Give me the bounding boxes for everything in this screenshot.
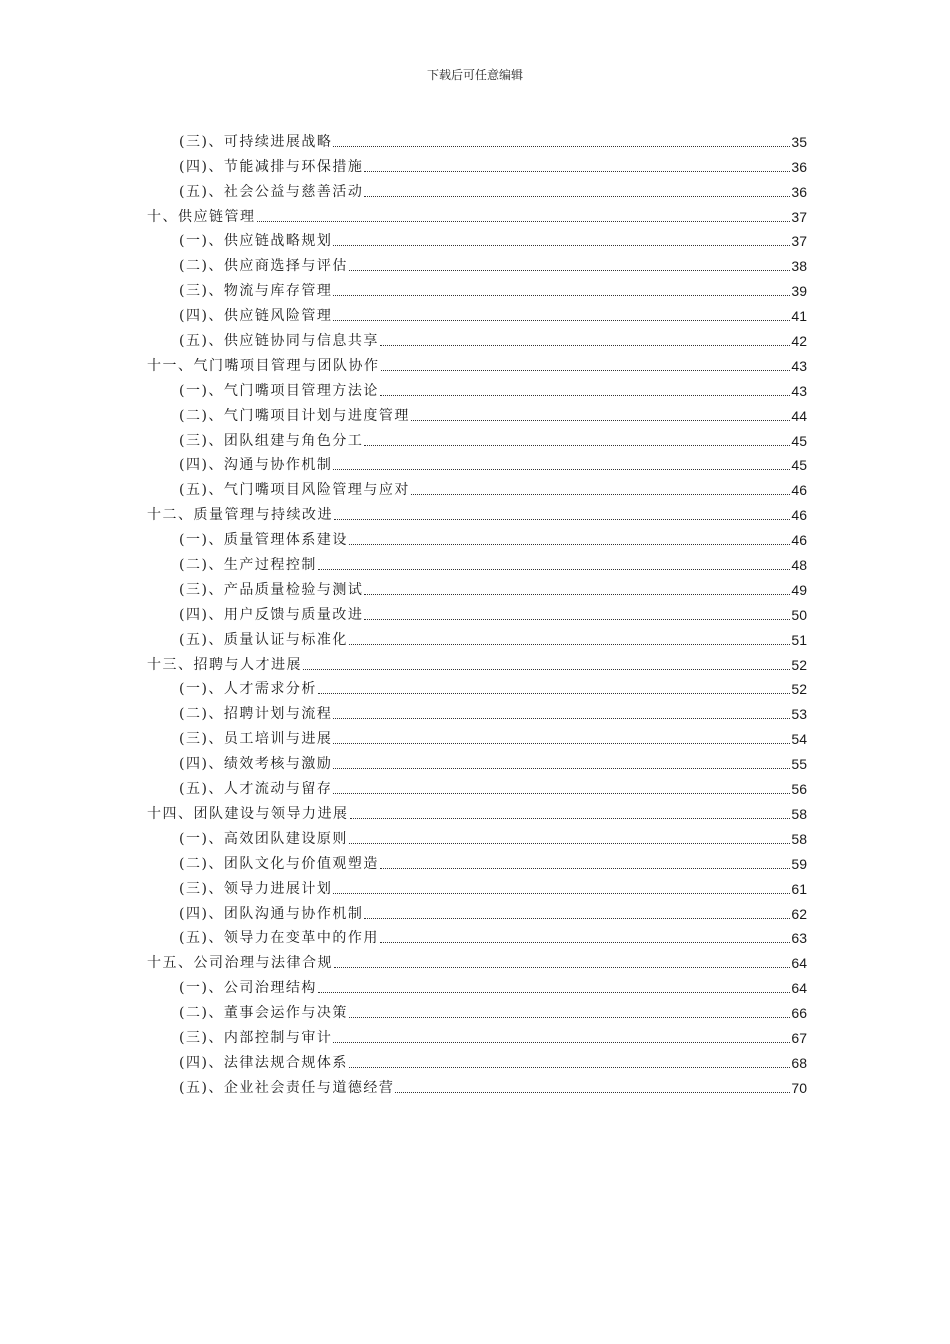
- toc-entry-label: (二)、气门嘴项目计划与进度管理: [179, 407, 410, 424]
- toc-entry[interactable]: [147, 674, 807, 699]
- toc-dot-leader: [333, 146, 790, 147]
- toc-entry-label: (三)、内部控制与审计: [179, 1029, 333, 1046]
- toc-entry[interactable]: [147, 275, 807, 300]
- toc-entry[interactable]: [147, 151, 807, 176]
- toc-entry-page-number: 52: [791, 681, 807, 698]
- toc-entry-label: (四)、法律法规合规体系: [179, 1054, 348, 1071]
- toc-entry[interactable]: [147, 350, 807, 375]
- toc-dot-leader: [349, 544, 790, 545]
- toc-entry-page-number: 36: [791, 158, 807, 175]
- toc-entry-label: (一)、质量管理体系建设: [179, 532, 348, 549]
- toc-entry-page-number: 62: [791, 905, 807, 922]
- toc-entry-page-number: 70: [791, 1079, 807, 1096]
- toc-entry-label: (四)、节能减排与环保措施: [179, 158, 364, 175]
- toc-dot-leader: [411, 420, 790, 421]
- toc-entry-label: (三)、物流与库存管理: [179, 283, 333, 300]
- toc-entry[interactable]: [147, 574, 807, 599]
- toc-entry[interactable]: [147, 300, 807, 325]
- toc-entry[interactable]: [147, 848, 807, 873]
- toc-entry[interactable]: [147, 226, 807, 251]
- toc-dot-leader: [364, 171, 790, 172]
- toc-dot-leader: [333, 893, 790, 894]
- toc-entry-page-number: 63: [791, 930, 807, 947]
- toc-dot-leader: [364, 445, 790, 446]
- toc-entry[interactable]: [147, 201, 807, 226]
- toc-entry[interactable]: [147, 176, 807, 201]
- toc-entry[interactable]: [147, 624, 807, 649]
- toc-entry-page-number: 58: [791, 805, 807, 822]
- toc-dot-leader: [333, 245, 790, 246]
- toc-entry-page-number: 35: [791, 133, 807, 150]
- toc-entry-page-number: 53: [791, 706, 807, 723]
- toc-entry[interactable]: [147, 698, 807, 723]
- toc-entry-page-number: 37: [791, 233, 807, 250]
- toc-entry-label: (五)、企业社会责任与道德经营: [179, 1079, 395, 1096]
- toc-entry-label: (四)、团队沟通与协作机制: [179, 905, 364, 922]
- toc-entry-label: (五)、气门嘴项目风险管理与应对: [179, 482, 410, 499]
- toc-dot-leader: [318, 992, 790, 993]
- toc-entry-label: (四)、供应链风险管理: [179, 308, 333, 325]
- toc-entry-page-number: 37: [791, 208, 807, 225]
- toc-entry-label: (四)、绩效考核与激励: [179, 756, 333, 773]
- toc-entry-label: 十一、气门嘴项目管理与团队协作: [147, 357, 380, 374]
- toc-entry[interactable]: [147, 499, 807, 524]
- toc-dot-leader: [334, 967, 790, 968]
- toc-entry[interactable]: [147, 599, 807, 624]
- toc-entry-label: (三)、可持续进展战略: [179, 133, 333, 150]
- toc-entry-label: (一)、人才需求分析: [179, 681, 317, 698]
- toc-dot-leader: [333, 295, 790, 296]
- toc-entry-page-number: 43: [791, 382, 807, 399]
- toc-dot-leader: [318, 569, 790, 570]
- toc-entry-page-number: 46: [791, 507, 807, 524]
- toc-dot-leader: [364, 594, 790, 595]
- toc-entry[interactable]: [147, 1072, 807, 1097]
- toc-entry-page-number: 64: [791, 955, 807, 972]
- table-of-contents: [147, 126, 807, 1097]
- toc-dot-leader: [411, 494, 790, 495]
- toc-entry[interactable]: [147, 1022, 807, 1047]
- toc-entry-label: 十二、质量管理与持续改进: [147, 507, 333, 524]
- toc-entry-label: (三)、领导力进展计划: [179, 880, 333, 897]
- toc-entry[interactable]: [147, 723, 807, 748]
- toc-entry-label: 十五、公司治理与法律合规: [147, 955, 333, 972]
- toc-dot-leader: [318, 693, 790, 694]
- toc-entry-label: 十、供应链管理: [147, 208, 256, 225]
- toc-entry-page-number: 54: [791, 731, 807, 748]
- toc-entry-page-number: 61: [791, 880, 807, 897]
- toc-entry-page-number: 41: [791, 308, 807, 325]
- toc-dot-leader: [333, 320, 790, 321]
- toc-entry-page-number: 48: [791, 557, 807, 574]
- toc-dot-leader: [334, 519, 790, 520]
- toc-dot-leader: [333, 469, 790, 470]
- toc-entry-label: (三)、员工培训与进展: [179, 731, 333, 748]
- toc-dot-leader: [333, 793, 790, 794]
- toc-entry-label: (四)、用户反馈与质量改进: [179, 606, 364, 623]
- toc-entry-label: (五)、社会公益与慈善活动: [179, 183, 364, 200]
- toc-entry-page-number: 52: [791, 656, 807, 673]
- toc-entry[interactable]: [147, 823, 807, 848]
- toc-entry[interactable]: [147, 400, 807, 425]
- toc-entry[interactable]: [147, 873, 807, 898]
- toc-dot-leader: [333, 743, 790, 744]
- toc-entry-label: (一)、公司治理结构: [179, 980, 317, 997]
- toc-entry-label: (五)、人才流动与留存: [179, 781, 333, 798]
- toc-dot-leader: [380, 868, 790, 869]
- toc-entry-label: (一)、供应链战略规划: [179, 233, 333, 250]
- toc-entry-label: (一)、高效团队建设原则: [179, 830, 348, 847]
- toc-dot-leader: [349, 1017, 790, 1018]
- toc-entry[interactable]: [147, 649, 807, 674]
- toc-entry[interactable]: [147, 997, 807, 1022]
- toc-dot-leader: [349, 843, 790, 844]
- toc-dot-leader: [350, 818, 791, 819]
- toc-entry[interactable]: [147, 126, 807, 151]
- toc-entry[interactable]: [147, 1047, 807, 1072]
- toc-entry[interactable]: [147, 898, 807, 923]
- toc-entry-page-number: 66: [791, 1005, 807, 1022]
- toc-entry[interactable]: [147, 798, 807, 823]
- toc-entry-page-number: 50: [791, 606, 807, 623]
- toc-entry-label: 十三、招聘与人才进展: [147, 656, 302, 673]
- toc-entry-label: (三)、团队组建与角色分工: [179, 432, 364, 449]
- toc-entry-label: 十四、团队建设与领导力进展: [147, 805, 349, 822]
- toc-dot-leader: [380, 942, 790, 943]
- toc-entry[interactable]: [147, 325, 807, 350]
- toc-entry-page-number: 36: [791, 183, 807, 200]
- toc-dot-leader: [257, 221, 791, 222]
- toc-entry-page-number: 43: [791, 357, 807, 374]
- toc-entry[interactable]: [147, 748, 807, 773]
- toc-entry-page-number: 55: [791, 756, 807, 773]
- toc-entry[interactable]: [147, 375, 807, 400]
- toc-dot-leader: [349, 1067, 790, 1068]
- toc-entry[interactable]: [147, 773, 807, 798]
- toc-entry-page-number: 44: [791, 407, 807, 424]
- toc-entry-page-number: 67: [791, 1029, 807, 1046]
- toc-entry-label: (五)、领导力在变革中的作用: [179, 930, 379, 947]
- toc-entry-page-number: 68: [791, 1054, 807, 1071]
- toc-entry-label: (二)、供应商选择与评估: [179, 258, 348, 275]
- toc-entry[interactable]: [147, 947, 807, 972]
- toc-dot-leader: [380, 395, 790, 396]
- toc-entry-label: (二)、生产过程控制: [179, 557, 317, 574]
- toc-entry[interactable]: [147, 549, 807, 574]
- toc-dot-leader: [303, 669, 790, 670]
- toc-entry-page-number: 49: [791, 581, 807, 598]
- toc-entry-page-number: 56: [791, 781, 807, 798]
- toc-dot-leader: [333, 1042, 790, 1043]
- toc-entry-page-number: 46: [791, 532, 807, 549]
- toc-entry-page-number: 51: [791, 631, 807, 648]
- toc-entry[interactable]: [147, 474, 807, 499]
- toc-entry-page-number: 58: [791, 830, 807, 847]
- toc-entry-page-number: 42: [791, 333, 807, 350]
- toc-entry-page-number: 59: [791, 855, 807, 872]
- toc-entry-label: (二)、招聘计划与流程: [179, 706, 333, 723]
- toc-entry[interactable]: [147, 425, 807, 450]
- toc-entry[interactable]: [147, 923, 807, 948]
- toc-dot-leader: [364, 918, 790, 919]
- toc-entry-label: (五)、质量认证与标准化: [179, 631, 348, 648]
- page-header: 下载后可任意编辑: [426, 68, 523, 82]
- toc-entry-page-number: 45: [791, 457, 807, 474]
- toc-dot-leader: [349, 270, 790, 271]
- toc-dot-leader: [364, 619, 790, 620]
- toc-entry[interactable]: [147, 450, 807, 475]
- toc-entry[interactable]: [147, 972, 807, 997]
- toc-entry-page-number: 38: [791, 258, 807, 275]
- toc-dot-leader: [364, 196, 790, 197]
- toc-entry[interactable]: [147, 524, 807, 549]
- toc-entry-label: (一)、气门嘴项目管理方法论: [179, 382, 379, 399]
- toc-entry-page-number: 46: [791, 482, 807, 499]
- toc-entry-label: (二)、董事会运作与决策: [179, 1005, 348, 1022]
- toc-dot-leader: [333, 768, 790, 769]
- toc-dot-leader: [395, 1092, 790, 1093]
- toc-entry-label: (三)、产品质量检验与测试: [179, 581, 364, 598]
- toc-dot-leader: [333, 718, 790, 719]
- toc-entry-page-number: 45: [791, 432, 807, 449]
- toc-dot-leader: [381, 370, 791, 371]
- toc-entry-label: (二)、团队文化与价值观塑造: [179, 855, 379, 872]
- toc-entry-page-number: 39: [791, 283, 807, 300]
- toc-dot-leader: [380, 345, 790, 346]
- toc-entry-label: (五)、供应链协同与信息共享: [179, 333, 379, 350]
- toc-dot-leader: [349, 644, 790, 645]
- toc-entry-label: (四)、沟通与协作机制: [179, 457, 333, 474]
- toc-entry[interactable]: [147, 250, 807, 275]
- toc-entry-page-number: 64: [791, 980, 807, 997]
